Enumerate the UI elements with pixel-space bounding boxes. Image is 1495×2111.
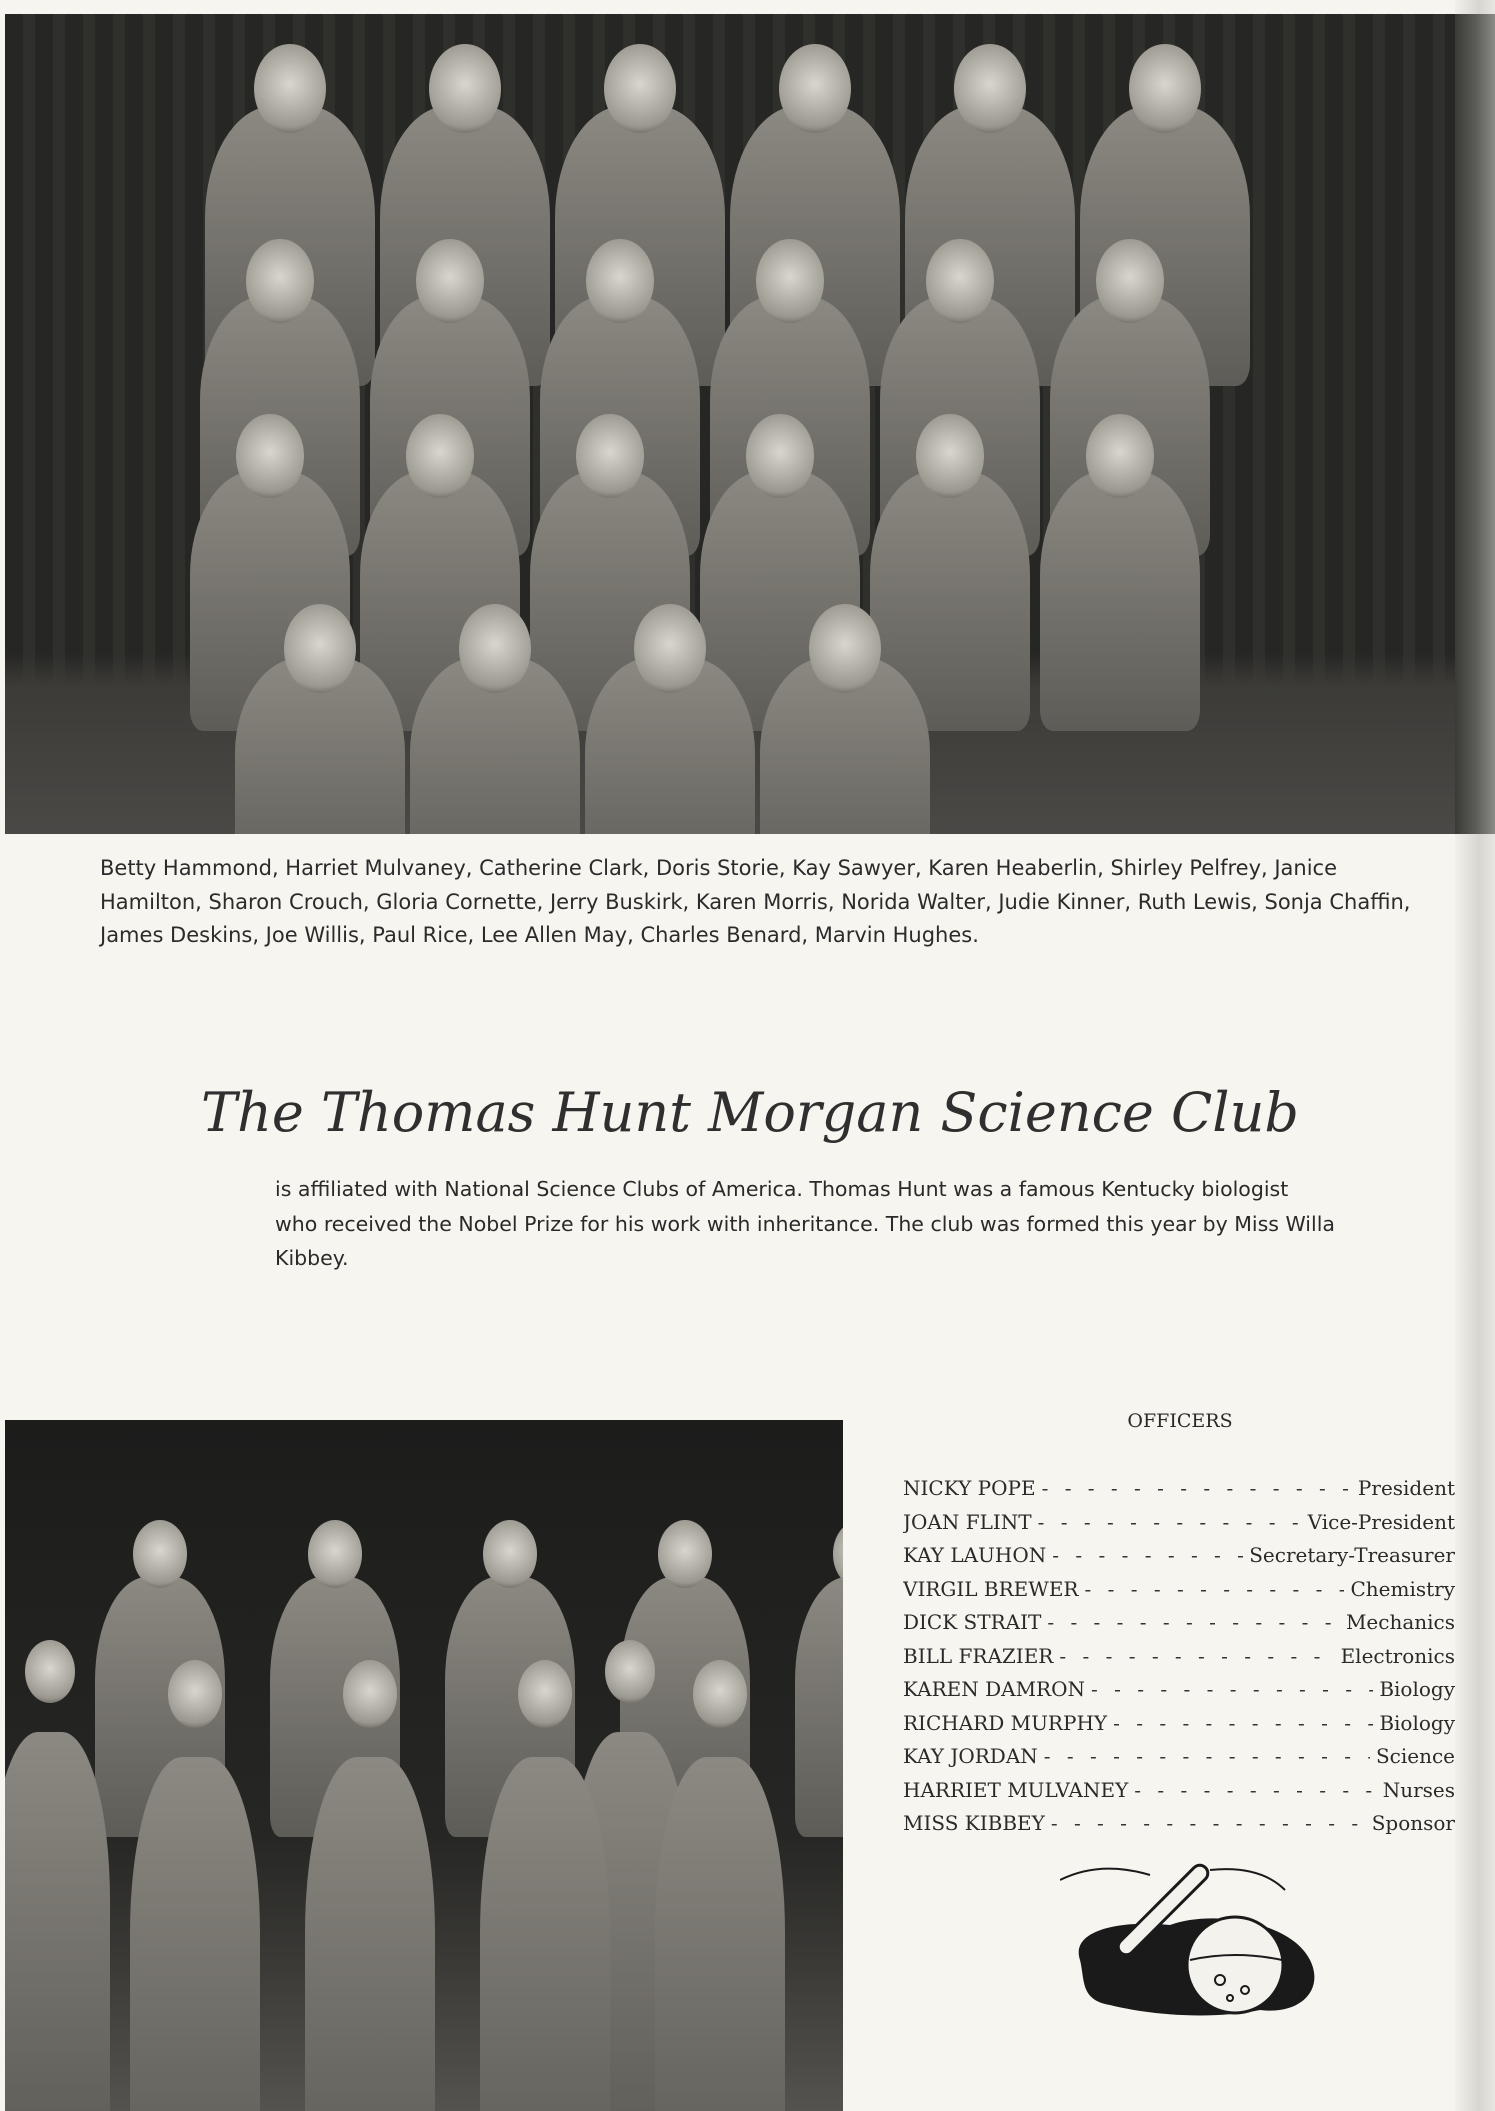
dot-leader [1052, 1543, 1243, 1567]
person-head [406, 414, 473, 498]
person-head [236, 414, 303, 498]
officer-role: Nurses [1382, 1777, 1455, 1802]
person-figure [480, 1757, 610, 2111]
officer-name: BILL FRAZIER [903, 1643, 1054, 1668]
person-head [1129, 44, 1200, 133]
person-head [518, 1660, 573, 1728]
officer-row [903, 1711, 1455, 1745]
officer-row [903, 1811, 1455, 1845]
officer-row [903, 1543, 1455, 1577]
officer-role: Science [1375, 1744, 1455, 1768]
officer-row [903, 1677, 1455, 1711]
officer-row [903, 1610, 1455, 1644]
officer-name: RICHARD MURPHY [903, 1710, 1108, 1735]
officer-name: KAY JORDAN [903, 1744, 1038, 1768]
person-figure [795, 1577, 843, 1837]
officer-row [903, 1510, 1455, 1544]
flask-illustration-icon [1060, 1850, 1330, 2020]
person-figure [5, 1732, 110, 2111]
officer-role: Vice-President [1307, 1509, 1455, 1534]
person-head [168, 1660, 223, 1728]
dot-leader [1038, 1510, 1302, 1534]
person-figure [1040, 471, 1200, 731]
person-head [779, 44, 850, 133]
officer-row [903, 1644, 1455, 1678]
officer-name: NICKY POPE [903, 1476, 1036, 1500]
officer-name: KAREN DAMRON [903, 1677, 1086, 1701]
officer-name: DICK STRAIT [903, 1610, 1042, 1634]
dot-leader [1134, 1778, 1376, 1802]
dot-leader [1042, 1476, 1352, 1500]
dot-leader [1059, 1644, 1334, 1668]
officer-role: Mechanics [1345, 1610, 1455, 1634]
person-head [246, 239, 313, 323]
person-figure [305, 1757, 435, 2111]
page-title: The Thomas Hunt Morgan Science Club [201, 1081, 1299, 1144]
person-head [756, 239, 823, 323]
officer-name: JOAN FLINT [903, 1509, 1032, 1534]
dot-leader [1047, 1610, 1340, 1634]
person-head [25, 1640, 75, 1703]
group-photo-members [5, 14, 1455, 834]
page-binding-shadow-top [1455, 14, 1495, 834]
person-head [916, 414, 983, 498]
person-head [1086, 414, 1153, 498]
officer-role: Biology [1379, 1710, 1455, 1735]
officer-name: KAY LAUHON [903, 1543, 1047, 1567]
officers-heading: OFFICERS [1127, 1410, 1233, 1432]
officer-row [903, 1476, 1455, 1510]
officer-role: Biology [1379, 1677, 1455, 1701]
person-head [284, 604, 355, 693]
person-head [586, 239, 653, 323]
person-head [693, 1660, 748, 1728]
group-photo-officers [5, 1420, 843, 2111]
officer-role: Electronics [1340, 1643, 1455, 1668]
person-head [926, 239, 993, 323]
officer-name: HARRIET MULVANEY [903, 1777, 1129, 1802]
person-head [658, 1520, 713, 1588]
person-head [416, 239, 483, 323]
person-head [254, 44, 325, 133]
officer-row [903, 1778, 1455, 1812]
officer-role: President [1357, 1476, 1455, 1500]
person-head [746, 414, 813, 498]
dot-leader [1113, 1711, 1373, 1735]
person-figure [655, 1757, 785, 2111]
dot-leader [1085, 1577, 1345, 1601]
officer-name: MISS KIBBEY [903, 1811, 1045, 1835]
officer-row [903, 1744, 1455, 1778]
person-head [483, 1520, 538, 1588]
dot-leader [1044, 1744, 1370, 1768]
dot-leader [1051, 1811, 1366, 1835]
officer-role: Secretary-Treasurer [1249, 1543, 1455, 1567]
person-head [133, 1520, 188, 1588]
person-head [459, 604, 530, 693]
person-head [809, 604, 880, 693]
person-head [576, 414, 643, 498]
photo-caption-names: Betty Hammond, Harriet Mulvaney, Catherine Clark, Doris Storie, Kay Sawyer, Karen Heaberlin, Shirley Pelfrey, Janice Hamilton, Sharon Crouch, Gloria Cornette, Jerry Buskirk, Karen Morris, Norida Walter, Judie Kinner, Ruth Lewis, Sonja Chaffin, James Deskins, Joe Willis, Paul Rice, Lee Allen May, Charles Benard, Marvin Hughes. [100, 856, 1411, 947]
dot-leader [1091, 1677, 1373, 1701]
person-head [429, 44, 500, 133]
officers-list [903, 1476, 1455, 1845]
person-head [605, 1640, 655, 1703]
officer-row [903, 1577, 1455, 1611]
club-description: is affiliated with National Science Clubs of America. Thomas Hunt was a famous Kentucky biologist who received the Nobel Prize for his work with inheritance. The club was formed this year by Miss Willa Kibbey. [275, 1177, 1335, 1270]
person-head [954, 44, 1025, 133]
person-head [343, 1660, 398, 1728]
person-head [604, 44, 675, 133]
person-head [1096, 239, 1163, 323]
officer-role: Sponsor [1371, 1811, 1455, 1835]
officer-role: Chemistry [1350, 1576, 1455, 1601]
officer-name: VIRGIL BREWER [903, 1576, 1079, 1601]
person-head [634, 604, 705, 693]
person-head [308, 1520, 363, 1588]
person-figure [130, 1757, 260, 2111]
